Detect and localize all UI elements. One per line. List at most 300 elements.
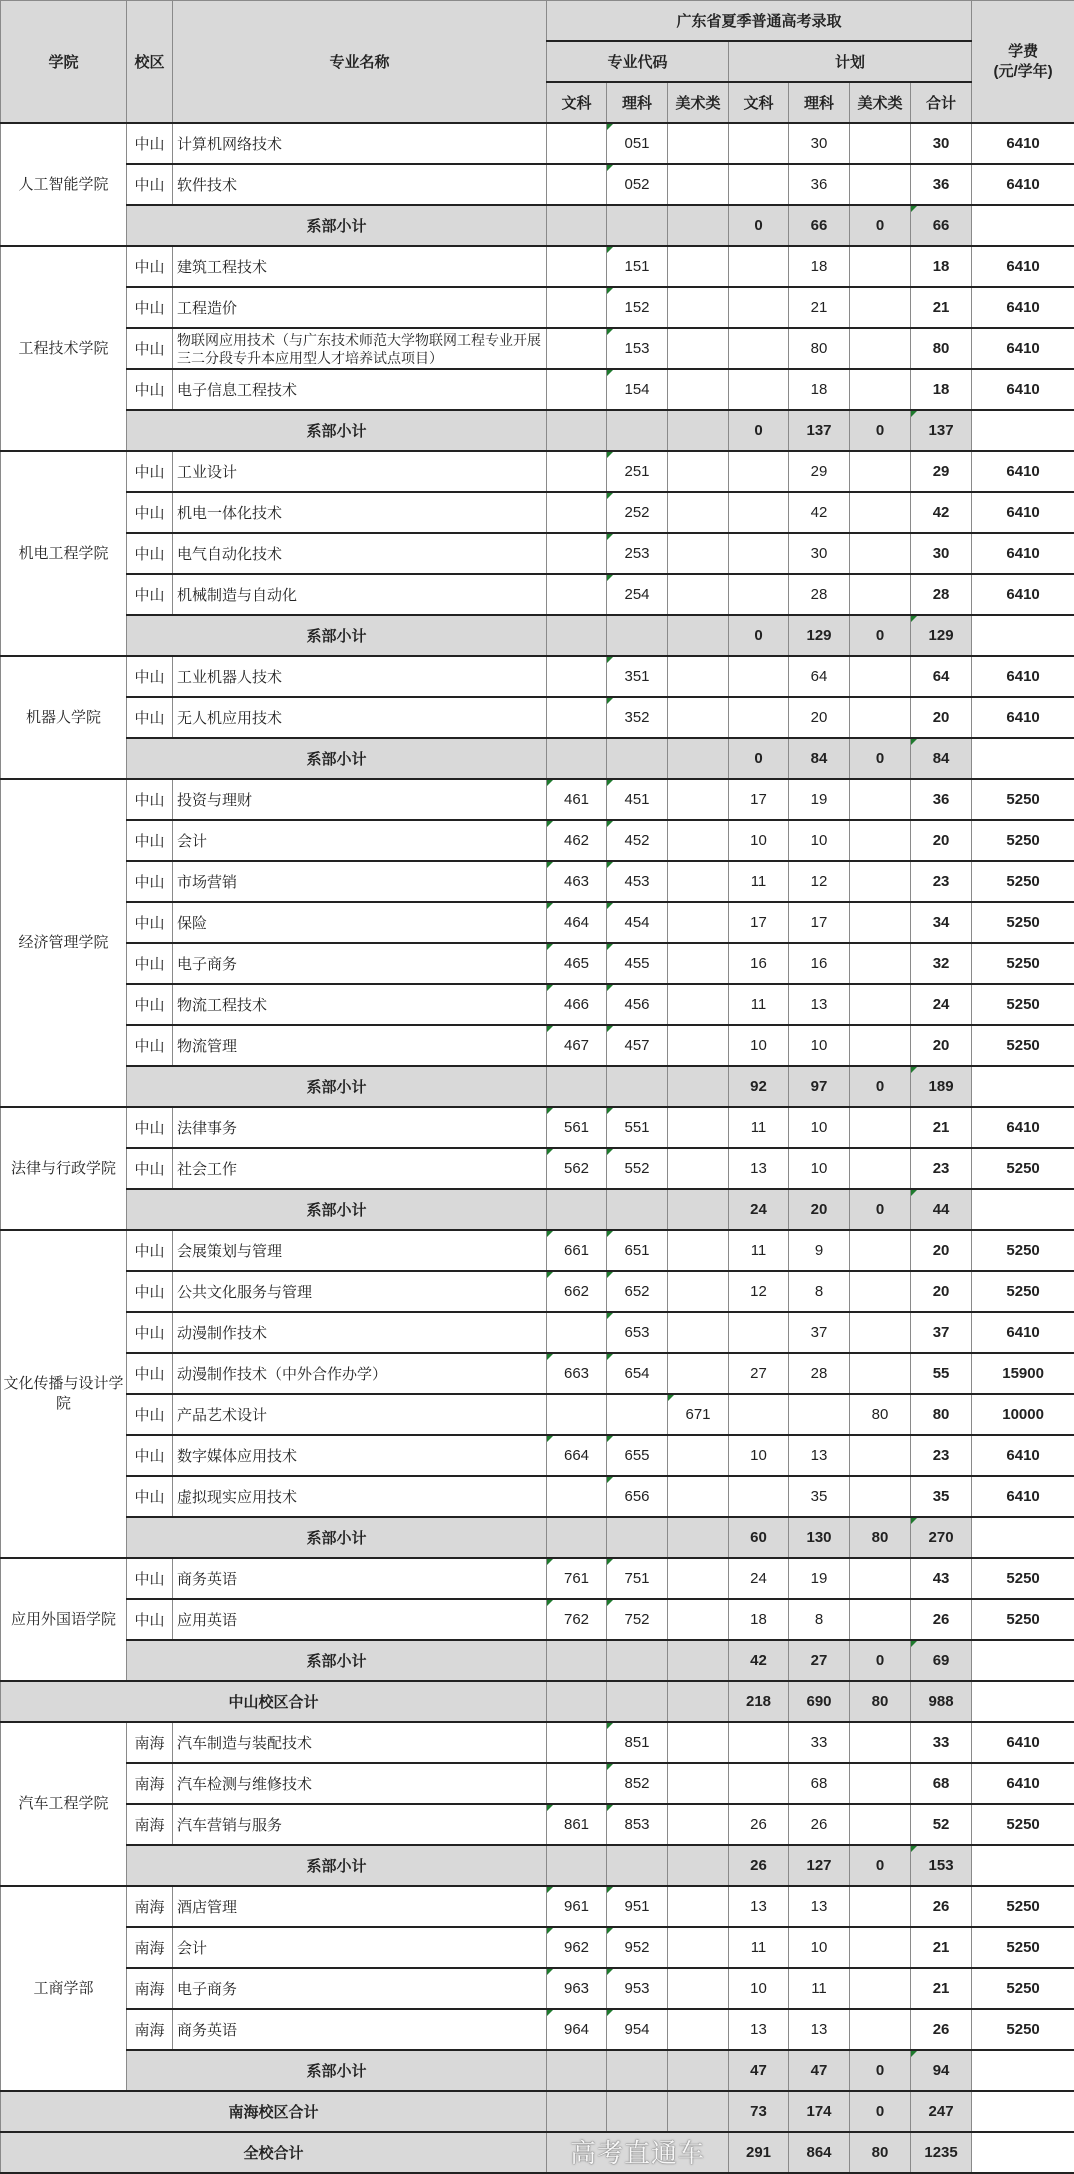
campus-total-plan-sum: 247 (911, 2091, 972, 2132)
code-li: 352 (607, 697, 668, 738)
campus-total-plan-sum: 988 (911, 1681, 972, 1722)
major-name: 投资与理财 (173, 779, 547, 820)
subtotal-label: 系部小计 (127, 2050, 547, 2091)
code-wen: 962 (547, 1927, 607, 1968)
plan-art (850, 779, 911, 820)
grand-total-fee (972, 2132, 1074, 2173)
campus-cell: 中山 (127, 287, 173, 328)
plan-sum: 26 (911, 2009, 972, 2050)
major-name: 保险 (173, 902, 547, 943)
code-art (668, 1476, 729, 1517)
plan-li: 28 (789, 1353, 850, 1394)
plan-sum: 42 (911, 492, 972, 533)
plan-wen (729, 369, 789, 410)
campus-cell: 中山 (127, 984, 173, 1025)
plan-li: 28 (789, 574, 850, 615)
campus-cell: 中山 (127, 1435, 173, 1476)
plan-sum: 36 (911, 164, 972, 205)
plan-wen: 27 (729, 1353, 789, 1394)
subtotal-plan-sum: 84 (911, 738, 972, 779)
major-name: 数字媒体应用技术 (173, 1435, 547, 1476)
campus-cell: 中山 (127, 1107, 173, 1148)
subtotal-plan-art: 0 (850, 738, 911, 779)
major-name: 产品艺术设计 (173, 1394, 547, 1435)
campus-cell: 中山 (127, 1148, 173, 1189)
plan-wen (729, 533, 789, 574)
table-row (1, 2009, 1074, 2050)
table-row (1, 492, 1074, 533)
college-name: 经济管理学院 (1, 779, 127, 1107)
code-li (607, 1394, 668, 1435)
major-name: 无人机应用技术 (173, 697, 547, 738)
subtotal-fee (972, 1517, 1074, 1558)
campus-cell: 中山 (127, 1599, 173, 1640)
code-li: 752 (607, 1599, 668, 1640)
table-row (1, 943, 1074, 984)
code-art (668, 1722, 729, 1763)
code-art (668, 1353, 729, 1394)
subtotal-code-wen (547, 1517, 607, 1558)
table-row (1, 328, 1074, 369)
college-name: 机电工程学院 (1, 451, 127, 656)
plan-sum: 36 (911, 779, 972, 820)
major-name: 工业机器人技术 (173, 656, 547, 697)
plan-li: 37 (789, 1312, 850, 1353)
code-art: 671 (668, 1394, 729, 1435)
plan-sum: 30 (911, 123, 972, 164)
plan-wen (729, 1763, 789, 1804)
table-row (1, 656, 1074, 697)
subtotal-plan-wen: 60 (729, 1517, 789, 1558)
code-wen (547, 123, 607, 164)
subtotal-fee (972, 615, 1074, 656)
table-row (1, 779, 1074, 820)
plan-art (850, 1148, 911, 1189)
campus-cell: 中山 (127, 492, 173, 533)
fee-cell: 6410 (972, 574, 1074, 615)
plan-li: 30 (789, 533, 850, 574)
fee-cell: 6410 (972, 1107, 1074, 1148)
subtotal-code-art (668, 1189, 729, 1230)
code-wen: 961 (547, 1886, 607, 1927)
code-li: 455 (607, 943, 668, 984)
header-group: 广东省夏季普通高考录取 (547, 1, 972, 42)
subtotal-plan-art: 0 (850, 615, 911, 656)
subtotal-code-li (607, 1845, 668, 1886)
plan-art (850, 943, 911, 984)
plan-art (850, 1230, 911, 1271)
subtotal-fee (972, 1640, 1074, 1681)
table-row (1, 697, 1074, 738)
subtotal-plan-li: 127 (789, 1845, 850, 1886)
code-li: 151 (607, 246, 668, 287)
subtotal-plan-art: 0 (850, 410, 911, 451)
campus-total-plan-li: 690 (789, 1681, 850, 1722)
subtotal-code-art (668, 2050, 729, 2091)
plan-li: 10 (789, 1148, 850, 1189)
campus-total-plan-li: 174 (789, 2091, 850, 2132)
table-row (1, 1927, 1074, 1968)
code-wen (547, 656, 607, 697)
grand-total-plan-sum: 1235 (911, 2132, 972, 2173)
subtotal-fee (972, 2050, 1074, 2091)
code-art (668, 656, 729, 697)
table-row (1, 246, 1074, 287)
plan-sum: 29 (911, 451, 972, 492)
code-wen: 466 (547, 984, 607, 1025)
plan-li: 42 (789, 492, 850, 533)
table-row (1, 1476, 1074, 1517)
major-name: 电子信息工程技术 (173, 369, 547, 410)
code-wen: 462 (547, 820, 607, 861)
plan-wen (729, 574, 789, 615)
code-art (668, 2009, 729, 2050)
code-art (668, 1968, 729, 2009)
plan-sum: 23 (911, 861, 972, 902)
plan-wen: 18 (729, 1599, 789, 1640)
subtotal-plan-wen: 42 (729, 1640, 789, 1681)
plan-sum: 20 (911, 820, 972, 861)
plan-art (850, 861, 911, 902)
subtotal-code-li (607, 410, 668, 451)
code-art (668, 1148, 729, 1189)
subtotal-label: 系部小计 (127, 1845, 547, 1886)
fee-cell: 5250 (972, 1230, 1074, 1271)
plan-art (850, 820, 911, 861)
subtotal-plan-sum: 94 (911, 2050, 972, 2091)
major-name: 汽车检测与维修技术 (173, 1763, 547, 1804)
code-li: 851 (607, 1722, 668, 1763)
major-name: 社会工作 (173, 1148, 547, 1189)
code-li: 952 (607, 1927, 668, 1968)
plan-art (850, 1312, 911, 1353)
subtotal-plan-wen: 47 (729, 2050, 789, 2091)
subtotal-code-li (607, 1517, 668, 1558)
subtotal-code-li (607, 738, 668, 779)
major-name: 物流工程技术 (173, 984, 547, 1025)
campus-total-code-wen (547, 1681, 607, 1722)
fee-cell: 5250 (972, 1968, 1074, 2009)
subtotal-code-wen (547, 738, 607, 779)
watermark: 高考直通车 (570, 2138, 705, 2168)
plan-wen (729, 1312, 789, 1353)
subtotal-code-li (607, 1640, 668, 1681)
plan-art (850, 492, 911, 533)
major-name: 会计 (173, 1927, 547, 1968)
plan-wen (729, 328, 789, 369)
table-row (1, 1230, 1074, 1271)
college-name: 汽车工程学院 (1, 1722, 127, 1886)
subtotal-fee (972, 1066, 1074, 1107)
subtotal-plan-li: 84 (789, 738, 850, 779)
subtotal-plan-art: 0 (850, 1845, 911, 1886)
subtotal-plan-sum: 69 (911, 1640, 972, 1681)
table-row (1, 1435, 1074, 1476)
subtotal-plan-li: 97 (789, 1066, 850, 1107)
fee-cell: 6410 (972, 697, 1074, 738)
plan-art (850, 656, 911, 697)
campus-total-plan-wen: 218 (729, 1681, 789, 1722)
subtotal-plan-sum: 129 (911, 615, 972, 656)
fee-cell: 6410 (972, 369, 1074, 410)
major-name: 会展策划与管理 (173, 1230, 547, 1271)
major-name: 物流管理 (173, 1025, 547, 1066)
plan-li: 16 (789, 943, 850, 984)
code-li: 153 (607, 328, 668, 369)
table-row (1, 1353, 1074, 1394)
fee-cell: 15900 (972, 1353, 1074, 1394)
subtotal-code-wen (547, 2050, 607, 2091)
plan-sum: 21 (911, 287, 972, 328)
table-row (1, 902, 1074, 943)
code-art (668, 1927, 729, 1968)
plan-wen: 11 (729, 984, 789, 1025)
code-wen (547, 574, 607, 615)
subtotal-plan-wen: 0 (729, 615, 789, 656)
campus-total-fee (972, 2091, 1074, 2132)
code-li: 654 (607, 1353, 668, 1394)
code-wen (547, 1394, 607, 1435)
code-art (668, 1025, 729, 1066)
campus-cell: 中山 (127, 1312, 173, 1353)
fee-cell: 6410 (972, 1763, 1074, 1804)
fee-cell: 6410 (972, 1435, 1074, 1476)
code-wen: 661 (547, 1230, 607, 1271)
plan-art (850, 697, 911, 738)
subtotal-plan-wen: 24 (729, 1189, 789, 1230)
subtotal-plan-wen: 26 (729, 1845, 789, 1886)
plan-sum: 18 (911, 246, 972, 287)
college-name: 工商学部 (1, 1886, 127, 2091)
code-wen: 663 (547, 1353, 607, 1394)
campus-total-plan-art: 0 (850, 2091, 911, 2132)
subtotal-plan-li: 20 (789, 1189, 850, 1230)
code-art (668, 164, 729, 205)
code-li: 154 (607, 369, 668, 410)
plan-wen (729, 1722, 789, 1763)
plan-wen (729, 287, 789, 328)
subtotal-plan-wen: 0 (729, 410, 789, 451)
campus-total-code-art (668, 1681, 729, 1722)
plan-wen (729, 656, 789, 697)
fee-cell: 5250 (972, 902, 1074, 943)
code-wen (547, 369, 607, 410)
major-name: 建筑工程技术 (173, 246, 547, 287)
major-name: 动漫制作技术 (173, 1312, 547, 1353)
fee-cell: 5250 (972, 1886, 1074, 1927)
code-art (668, 902, 729, 943)
fee-cell: 5250 (972, 984, 1074, 1025)
plan-li: 68 (789, 1763, 850, 1804)
code-li: 457 (607, 1025, 668, 1066)
code-wen: 464 (547, 902, 607, 943)
plan-art (850, 533, 911, 574)
campus-cell: 中山 (127, 1230, 173, 1271)
campus-cell: 南海 (127, 1763, 173, 1804)
plan-li: 80 (789, 328, 850, 369)
table-row (1, 369, 1074, 410)
table-row (1, 1804, 1074, 1845)
table-row (1, 984, 1074, 1025)
table-row (1, 1148, 1074, 1189)
campus-total-code-art (668, 2091, 729, 2132)
code-art (668, 1886, 729, 1927)
plan-art (850, 123, 911, 164)
plan-art (850, 1968, 911, 2009)
plan-wen: 24 (729, 1558, 789, 1599)
plan-li: 17 (789, 902, 850, 943)
plan-li: 26 (789, 1804, 850, 1845)
plan-art (850, 1025, 911, 1066)
plan-sum: 35 (911, 1476, 972, 1517)
major-name: 物联网应用技术（与广东技术师范大学物联网工程专业开展三二分段专升本应用型人才培养试点项目） (173, 328, 547, 369)
subtotal-code-wen (547, 1640, 607, 1681)
code-li: 453 (607, 861, 668, 902)
campus-cell: 南海 (127, 1886, 173, 1927)
plan-art (850, 1476, 911, 1517)
plan-sum: 23 (911, 1435, 972, 1476)
subtotal-label: 系部小计 (127, 1189, 547, 1230)
subtotal-label: 系部小计 (127, 1640, 547, 1681)
plan-sum: 21 (911, 1107, 972, 1148)
plan-sum: 68 (911, 1763, 972, 1804)
plan-sum: 64 (911, 656, 972, 697)
code-art (668, 984, 729, 1025)
plan-wen: 10 (729, 820, 789, 861)
table-row (1, 1107, 1074, 1148)
plan-li: 21 (789, 287, 850, 328)
fee-cell: 6410 (972, 656, 1074, 697)
plan-sum: 80 (911, 1394, 972, 1435)
plan-wen: 16 (729, 943, 789, 984)
plan-wen: 11 (729, 1230, 789, 1271)
grand-total-plan-wen: 291 (729, 2132, 789, 2173)
fee-cell: 6410 (972, 1722, 1074, 1763)
code-art (668, 246, 729, 287)
plan-li: 20 (789, 697, 850, 738)
plan-li: 10 (789, 1107, 850, 1148)
campus-cell: 中山 (127, 123, 173, 164)
fee-cell: 5250 (972, 861, 1074, 902)
code-art (668, 574, 729, 615)
subtotal-plan-wen: 0 (729, 738, 789, 779)
major-name: 机电一体化技术 (173, 492, 547, 533)
total-row (1, 2091, 1074, 2132)
campus-cell: 中山 (127, 369, 173, 410)
campus-cell: 中山 (127, 1025, 173, 1066)
major-name: 汽车制造与装配技术 (173, 1722, 547, 1763)
campus-cell: 中山 (127, 902, 173, 943)
fee-cell: 6410 (972, 123, 1074, 164)
subtotal-code-art (668, 205, 729, 246)
major-name: 商务英语 (173, 2009, 547, 2050)
subtotal-label: 系部小计 (127, 410, 547, 451)
major-name: 软件技术 (173, 164, 547, 205)
subtotal-plan-li: 47 (789, 2050, 850, 2091)
plan-li: 10 (789, 820, 850, 861)
plan-sum: 30 (911, 533, 972, 574)
campus-cell: 中山 (127, 246, 173, 287)
subtotal-code-wen (547, 1845, 607, 1886)
plan-sum: 20 (911, 697, 972, 738)
campus-cell: 中山 (127, 1558, 173, 1599)
header-plan-art: 美术类 (850, 82, 911, 123)
major-name: 公共文化服务与管理 (173, 1271, 547, 1312)
table-row (1, 861, 1074, 902)
code-wen (547, 1763, 607, 1804)
campus-cell: 中山 (127, 1394, 173, 1435)
grand-total-code-cells (547, 2132, 729, 2173)
subtotal-code-wen (547, 1189, 607, 1230)
code-li: 951 (607, 1886, 668, 1927)
header-code-wen: 文科 (547, 82, 607, 123)
plan-sum: 21 (911, 1927, 972, 1968)
plan-art: 80 (850, 1394, 911, 1435)
plan-sum: 28 (911, 574, 972, 615)
plan-sum: 20 (911, 1025, 972, 1066)
subtotal-plan-li: 27 (789, 1640, 850, 1681)
plan-art (850, 369, 911, 410)
plan-art (850, 574, 911, 615)
subtotal-row (1, 1189, 1074, 1230)
code-li: 251 (607, 451, 668, 492)
campus-total-label: 南海校区合计 (1, 2091, 547, 2132)
subtotal-row (1, 738, 1074, 779)
code-art (668, 533, 729, 574)
fee-cell: 5250 (972, 1927, 1074, 1968)
code-wen: 561 (547, 1107, 607, 1148)
plan-wen (729, 246, 789, 287)
header-major: 专业名称 (173, 1, 547, 124)
subtotal-code-li (607, 1066, 668, 1107)
campus-cell: 中山 (127, 861, 173, 902)
plan-wen: 10 (729, 1968, 789, 2009)
subtotal-code-wen (547, 410, 607, 451)
table-row (1, 1763, 1074, 1804)
plan-wen (729, 1394, 789, 1435)
code-wen: 861 (547, 1804, 607, 1845)
header-code-li: 理科 (607, 82, 668, 123)
code-li: 852 (607, 1763, 668, 1804)
code-wen: 963 (547, 1968, 607, 2009)
plan-sum: 55 (911, 1353, 972, 1394)
major-name: 电子商务 (173, 1968, 547, 2009)
code-art (668, 451, 729, 492)
table-row (1, 1722, 1074, 1763)
plan-wen: 11 (729, 1107, 789, 1148)
major-name: 虚拟现实应用技术 (173, 1476, 547, 1517)
plan-li: 36 (789, 164, 850, 205)
plan-wen: 13 (729, 1886, 789, 1927)
subtotal-plan-li: 137 (789, 410, 850, 451)
campus-cell: 中山 (127, 1353, 173, 1394)
plan-art (850, 164, 911, 205)
major-name: 电子商务 (173, 943, 547, 984)
code-li: 655 (607, 1435, 668, 1476)
subtotal-plan-li: 129 (789, 615, 850, 656)
code-wen (547, 533, 607, 574)
plan-art (850, 1722, 911, 1763)
subtotal-row (1, 1066, 1074, 1107)
table-row (1, 1886, 1074, 1927)
major-name: 工业设计 (173, 451, 547, 492)
grand-total-plan-li: 864 (789, 2132, 850, 2173)
subtotal-fee (972, 410, 1074, 451)
subtotal-code-li (607, 1189, 668, 1230)
plan-wen (729, 1476, 789, 1517)
subtotal-plan-art: 80 (850, 1517, 911, 1558)
table-row (1, 1271, 1074, 1312)
